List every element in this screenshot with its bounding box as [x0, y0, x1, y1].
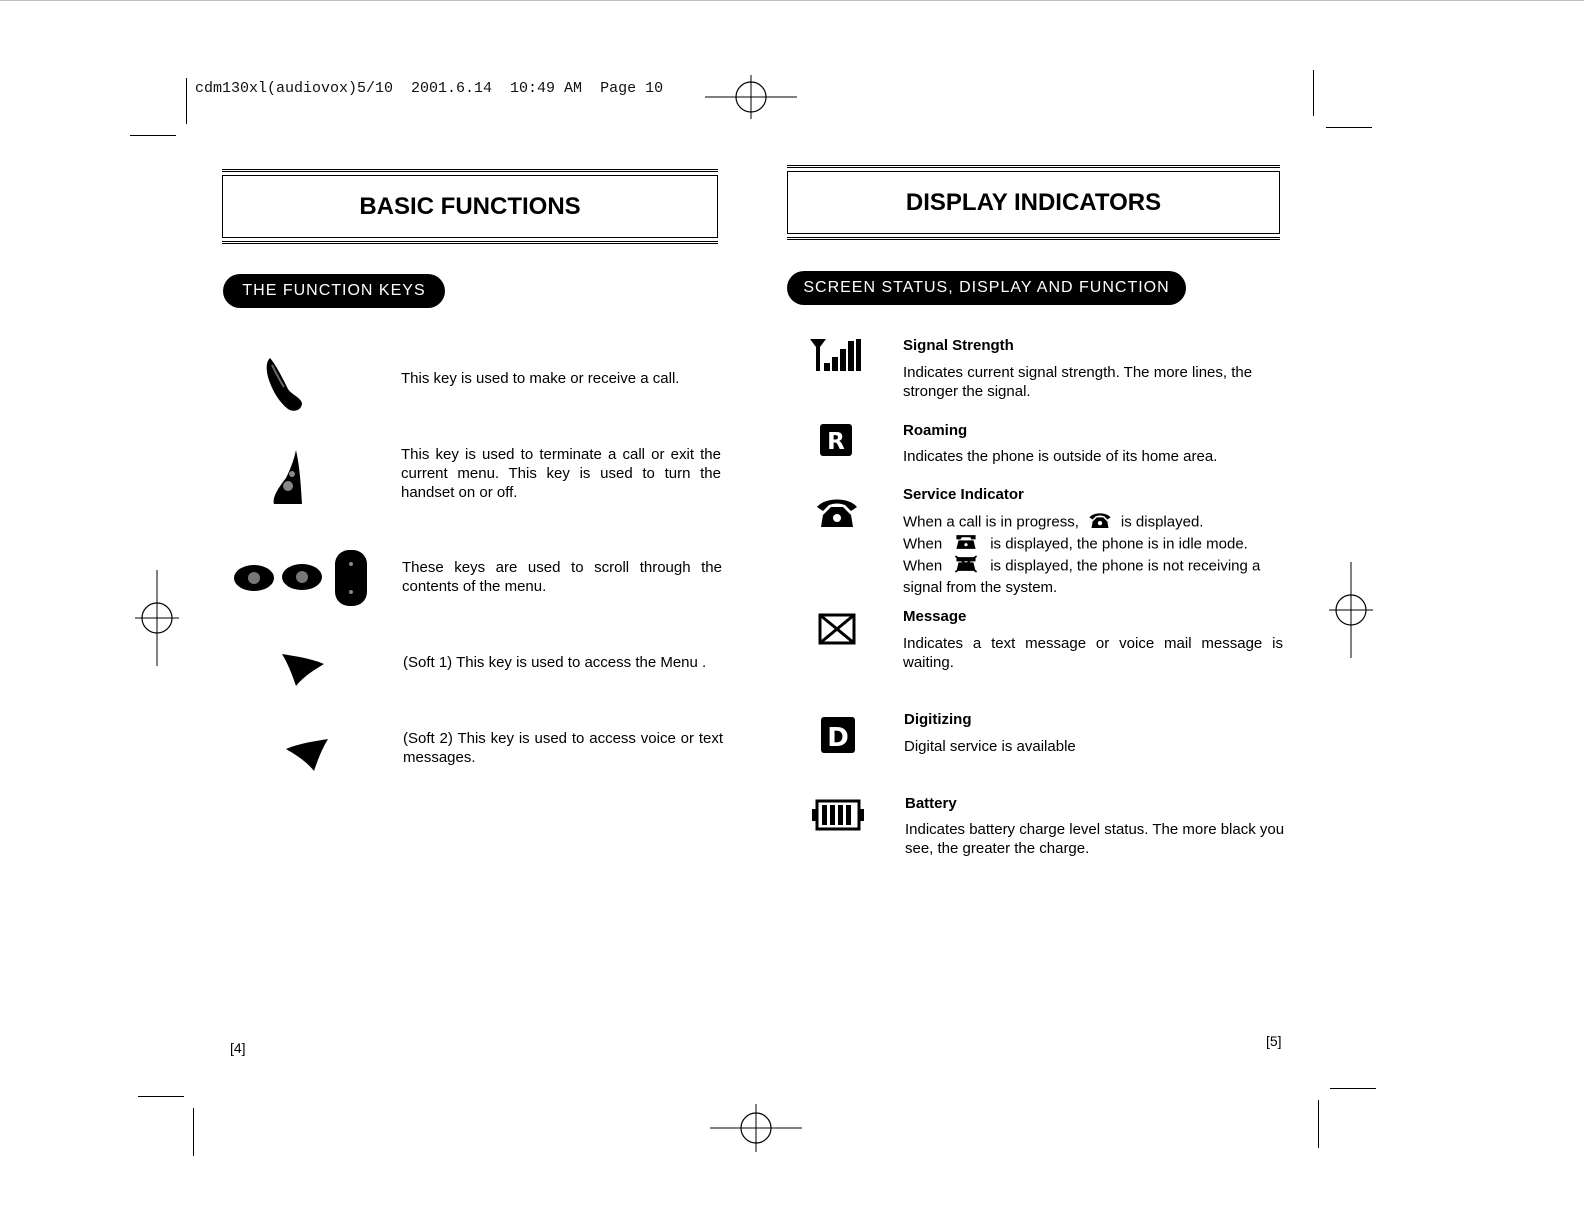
left-page-title-box	[222, 169, 718, 244]
end-key-icon	[268, 448, 308, 513]
indicator-title: Roaming	[903, 422, 968, 439]
signal-strength-icon	[810, 337, 862, 378]
soft-key-1-icon	[280, 650, 326, 695]
registration-mark-icon	[1327, 562, 1375, 663]
crop-mark	[1318, 1100, 1319, 1148]
service-line-text: When a call is in progress,	[903, 513, 1079, 531]
indicator-description: Indicates a text message or voice mail message is waiting.	[903, 635, 1283, 671]
print-slug: cdm130xl(audiovox)5/10 2001.6.14 10:49 AM Page 10	[195, 80, 664, 97]
service-phone-icon	[815, 495, 859, 534]
key-description: This key is used to terminate a call or exit the current menu. This key is used to turn the handset on or off.	[401, 446, 721, 501]
indicator-title: Service Indicator	[903, 486, 1024, 503]
key-description: (Soft 2) This key is used to access voice or text messages.	[403, 730, 723, 766]
registration-mark-icon	[710, 1104, 800, 1154]
service-line-text: signal from the system.	[903, 579, 1058, 596]
indicator-title: Signal Strength	[903, 337, 1014, 354]
send-key-icon	[262, 355, 306, 418]
service-indicator-description	[903, 511, 1283, 597]
service-line-text: is displayed, the phone is in idle mode.	[990, 535, 1248, 553]
crop-mark	[1326, 127, 1372, 128]
indicator-title: Battery	[905, 795, 957, 812]
service-line-text: When	[903, 557, 943, 575]
key-description: This key is used to make or receive a call.	[401, 370, 680, 387]
idle-phone-icon	[954, 534, 978, 555]
indicator-description: Indicates the phone is outside of its home area.	[903, 448, 1218, 465]
crop-mark	[1313, 70, 1314, 116]
call-in-progress-icon	[1087, 511, 1113, 534]
battery-icon	[812, 797, 864, 838]
indicator-title: Digitizing	[904, 711, 972, 728]
svg-text:D: D	[827, 723, 849, 753]
crop-mark	[193, 1108, 194, 1156]
roaming-icon	[819, 423, 853, 462]
indicator-description: Indicates current signal strength. The more lines, the stronger the signal.	[903, 364, 1253, 400]
indicator-description: Indicates battery charge level status. The more black you see, the greater the charge.	[905, 821, 1285, 857]
svg-text:R: R	[827, 429, 845, 455]
page-title: DISPLAY INDICATORS	[787, 171, 1280, 234]
crop-mark	[130, 135, 176, 136]
message-envelope-icon	[818, 613, 856, 650]
navigation-keys-icon	[232, 548, 372, 613]
page-top-edge	[0, 0, 1584, 1]
page-title: BASIC FUNCTIONS	[222, 175, 718, 238]
indicator-title: Message	[903, 608, 967, 625]
no-signal-phone-icon	[954, 555, 978, 578]
registration-mark-icon	[705, 72, 795, 122]
service-line-text: is displayed.	[1120, 513, 1204, 531]
key-description: These keys are used to scroll through the contents of the menu.	[402, 559, 722, 595]
digital-icon	[820, 716, 856, 759]
page-number: [4]	[230, 1040, 246, 1056]
key-description: (Soft 1) This key is used to access the Menu .	[403, 654, 707, 671]
crop-mark	[138, 1096, 184, 1097]
service-line-text: When	[903, 535, 943, 553]
soft-key-2-icon	[284, 735, 330, 780]
page-number: [5]	[1266, 1033, 1282, 1049]
crop-mark	[1330, 1088, 1376, 1089]
service-line-text: is displayed, the phone is not receiving a	[990, 557, 1261, 575]
indicator-description: Digital service is available	[904, 738, 1076, 755]
section-label: SCREEN STATUS, DISPLAY AND FUNCTION	[787, 271, 1186, 305]
crop-mark	[186, 78, 187, 124]
section-label: THE FUNCTION KEYS	[223, 274, 445, 308]
right-page-title-box	[787, 165, 1280, 240]
registration-mark-icon	[133, 570, 181, 671]
